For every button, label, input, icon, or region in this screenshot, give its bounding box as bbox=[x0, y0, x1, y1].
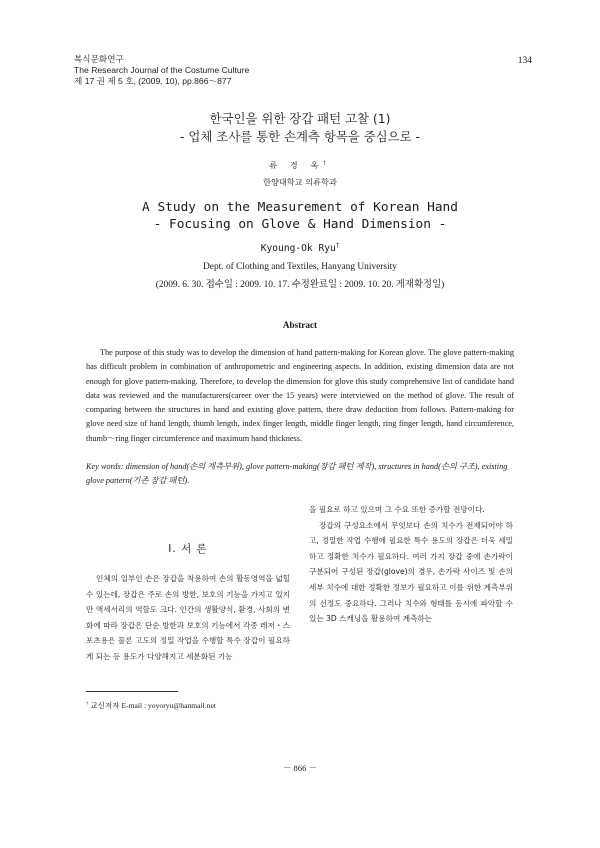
abstract-heading: Abstract bbox=[282, 320, 318, 330]
body-column-left bbox=[86, 571, 290, 665]
page-number-top: 134 bbox=[517, 56, 532, 66]
author-mark-english: † bbox=[335, 243, 340, 249]
footnote bbox=[86, 700, 216, 711]
journal-header bbox=[74, 54, 249, 87]
affiliation-english: Dept. of Clothing and Textiles, Hanyang University bbox=[203, 262, 397, 272]
author-korean-name: 류 경 옥 bbox=[269, 160, 324, 170]
body-column-right bbox=[309, 502, 513, 627]
author-mark: † bbox=[323, 160, 331, 167]
title-korean: 한국인을 위한 장갑 패턴 고찰 (1) bbox=[209, 111, 391, 126]
page-number-bottom: － 866 － bbox=[282, 763, 318, 773]
journal-name-kr: 복식문화연구 bbox=[74, 54, 124, 64]
keywords: Key words: dimension of hand(손의 계측부위), glove pattern-making(장갑 패턴 제작), structures in hand(손의 구조), existing glove pattern(기존 장갑 패턴). bbox=[86, 462, 508, 486]
footnote-rule bbox=[86, 691, 178, 692]
footnote-email: E-mail : yoyoryu@hanmail.net bbox=[121, 701, 216, 710]
journal-volume: 제 17 권 제 5 호, (2009. 10), pp.866～877 bbox=[74, 76, 232, 86]
title-english: A Study on the Measurement of Korean Hand bbox=[142, 200, 458, 215]
footnote-label: 교신저자 bbox=[90, 701, 120, 710]
journal-name-en: The Research Journal of the Costume Culture bbox=[74, 65, 250, 75]
affiliation-korean: 한양대학교 의류학과 bbox=[263, 177, 337, 187]
author-korean bbox=[0, 160, 600, 171]
author-english-name: Kyoung-Ok Ryu bbox=[260, 243, 336, 255]
subtitle-english: - Focusing on Glove & Hand Dimension - bbox=[153, 217, 447, 232]
abstract-text: The purpose of this study was to develop the dimension of hand pattern-making for Korean glove. The glove pattern-making has difficult problem in combination of anthropometric and engineering aspects. In addition, existing dimension data are not enough for glove pattern-making. Therefore, to develop the dimension for glove this study comprehensive list of candidate hand data was reviewed and the manufacturers(career over the 15 years) were interviewed on the method of glove. The result of comparing between the structures in hand and existing glove pattern, there draw deduction from follows. Pattern-making for glove need size of hand length, thumb length, index finger length, middle finger length, ring finger length, hand circumference, thumb～ring finger circumference and maximum hand thickness. bbox=[86, 348, 514, 443]
subtitle-korean: - 업체 조사를 통한 손계측 항목을 중심으로 - bbox=[180, 129, 420, 144]
footnote-mark: † bbox=[86, 700, 89, 706]
body-paragraph-continuation: 을 필요로 하고 있으며 그 수요 또한 증가할 전망이다. bbox=[309, 505, 485, 514]
body-paragraph: 장갑의 구성요소에서 무엇보다 손의 치수가 전제되어야 하고, 정밀한 작업 수행에 필요한 특수 용도의 장갑은 더욱 세밀하고 정확한 치수가 필요하다. 여러 가지 장갑 중에 손가락이 구분되어 구성된 장갑(glove)의 경우, 손가락 사이즈 및 손의 세부 치수에 대한 정확한 정보가 필요하고 이를 위한 계측부위의 선정도 중요하다. 그러나 치수와 형태를 동시에 파악할 수 있는 3D 스캐닝을 활용하여 계측하는 bbox=[309, 520, 513, 624]
section-heading-introduction: Ⅰ. 서 론 bbox=[168, 543, 208, 555]
body-paragraph: 인체의 일부인 손은 장갑을 착용하여 손의 활동영역을 넓힐 수 있는데, 장갑은 주로 손의 방한, 보호의 기능을 가지고 있지만 액세서리의 역할도 크다. 인간의 생활양식, 환경, 사회의 변화에 따라 장갑은 단순 방한과 보호의 기능에서 각종 레저・스포츠용은 물론 고도의 정밀 작업을 수행할 특수 장갑이 필요하게 되는 등 용도가 다양해지고 세분화된 기능 bbox=[86, 574, 290, 661]
author-english bbox=[0, 243, 600, 254]
submission-dates: (2009. 6. 30. 접수일 : 2009. 10. 17. 수정완료일 : 2009. 10. 20. 게재확정일) bbox=[155, 280, 445, 290]
